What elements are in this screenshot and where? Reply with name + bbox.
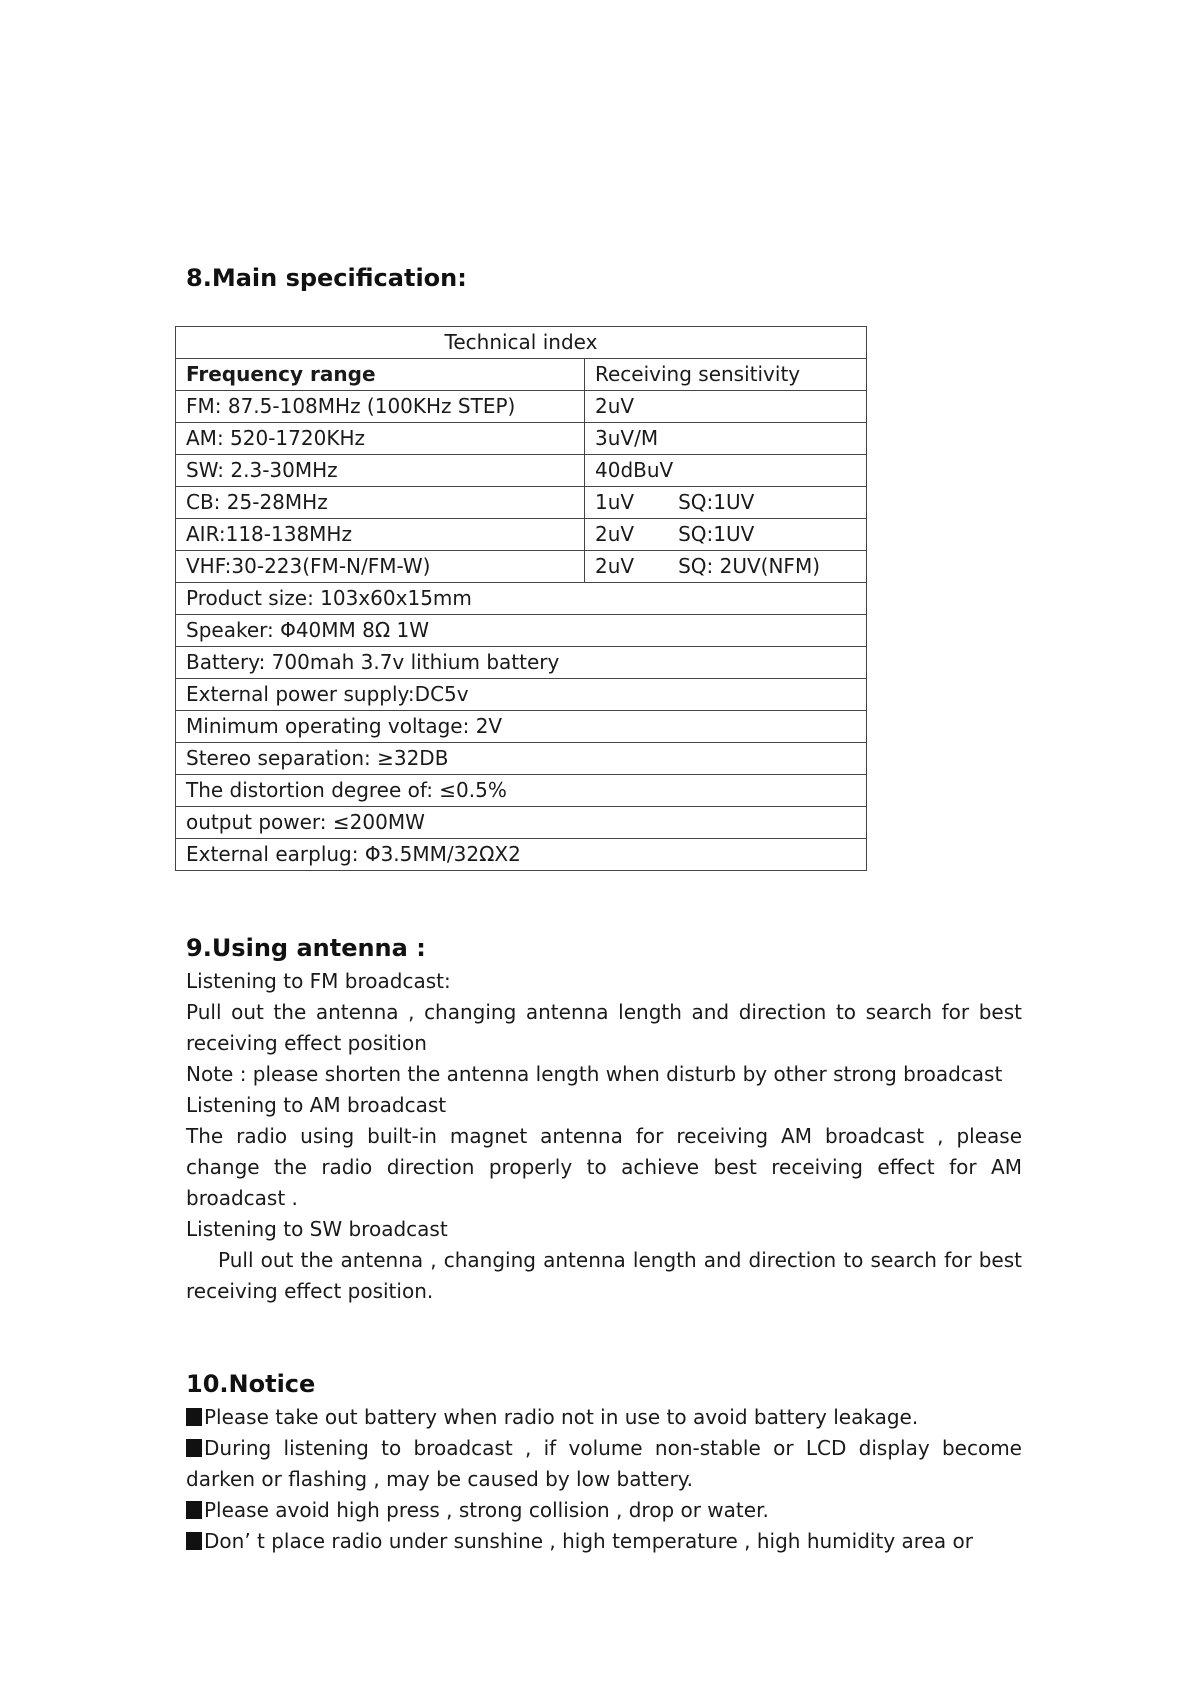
- sensitivity-value: 2uV: [595, 394, 635, 418]
- antenna-body: [186, 966, 1022, 1307]
- table-row: [176, 551, 867, 583]
- paragraph: Note : please shorten the antenna length when disturb by other strong broadcast: [186, 1062, 1003, 1086]
- notice-heading: 10.Notice: [186, 1370, 316, 1398]
- table-row: [176, 455, 867, 487]
- table-row: [176, 679, 867, 711]
- table-row: [176, 615, 867, 647]
- sensitivity-value: 2uV: [595, 554, 635, 578]
- sensitivity-value: 2uV: [595, 522, 635, 546]
- sensitivity-value: 40dBuV: [595, 458, 674, 482]
- table-row: [176, 743, 867, 775]
- spec-external-power: External power supply:DC5v: [176, 679, 867, 711]
- table-row: [176, 807, 867, 839]
- spec-product-size: Product size: 103x60x15mm: [176, 583, 867, 615]
- notice-item: During listening to broadcast , if volume non-stable or LCD display become darken or flashing , may be caused by low battery.: [186, 1433, 1022, 1495]
- table-row: [176, 583, 867, 615]
- spec-distortion: The distortion degree of: ≤0.5%: [176, 775, 867, 807]
- sensitivity-value: 3uV/M: [595, 426, 659, 450]
- table-row: [176, 423, 867, 455]
- spec-speaker: Speaker: Φ40MM 8Ω 1W: [176, 615, 867, 647]
- squelch-value: SQ:1UV: [678, 522, 755, 546]
- spec-earplug: External earplug: Φ3.5MM/32ΩX2: [176, 839, 867, 871]
- sensitivity-cell: [585, 551, 867, 583]
- paragraph: Listening to SW broadcast: [186, 1217, 448, 1241]
- table-row: [176, 711, 867, 743]
- notice-item: Don’ t place radio under sunshine , high temperature , high humidity area or: [186, 1526, 1022, 1557]
- squelch-value: SQ:1UV: [678, 490, 755, 514]
- table-row: [176, 647, 867, 679]
- range-cell: FM: 87.5-108MHz (100KHz STEP): [176, 391, 585, 423]
- sensitivity-cell: [585, 487, 867, 519]
- antenna-heading: 9.Using antenna :: [186, 934, 426, 962]
- table-row: [176, 839, 867, 871]
- table-row: [176, 519, 867, 551]
- notice-item: Please avoid high press , strong collision , drop or water.: [186, 1495, 1022, 1526]
- paragraph: Listening to FM broadcast:: [186, 969, 451, 993]
- spec-min-voltage: Minimum operating voltage: 2V: [176, 711, 867, 743]
- table-row: [176, 487, 867, 519]
- header-frequency-range: Frequency range: [176, 359, 585, 391]
- spec-output-power: output power: ≤200MW: [176, 807, 867, 839]
- spec-stereo-separation: Stereo separation: ≥32DB: [176, 743, 867, 775]
- spec-table: [175, 326, 867, 871]
- spec-battery: Battery: 700mah 3.7v lithium battery: [176, 647, 867, 679]
- paragraph: The radio using built-in magnet antenna for receiving AM broadcast , please change the radio direction properly to achieve best receiving effect for AM broadcast .: [186, 1124, 1022, 1210]
- notice-list: [186, 1402, 1022, 1557]
- notice-item: Please take out battery when radio not in use to avoid battery leakage.: [186, 1402, 1022, 1433]
- sensitivity-cell: [585, 423, 867, 455]
- sensitivity-cell: [585, 519, 867, 551]
- paragraph: Pull out the antenna , changing antenna length and direction to search for best receiving effect position: [186, 1000, 1022, 1055]
- sensitivity-value: 1uV: [595, 490, 635, 514]
- table-row: [176, 775, 867, 807]
- sensitivity-cell: [585, 391, 867, 423]
- range-cell: AM: 520-1720KHz: [176, 423, 585, 455]
- range-cell: SW: 2.3-30MHz: [176, 455, 585, 487]
- spec-heading: 8.Main specification:: [186, 264, 467, 292]
- range-cell: AIR:118-138MHz: [176, 519, 585, 551]
- squelch-value: SQ: 2UV(NFM): [678, 554, 820, 578]
- table-row: [176, 327, 867, 359]
- table-header-row: [176, 359, 867, 391]
- paragraph: Pull out the antenna , changing antenna length and direction to search for best receiving effect position.: [186, 1248, 1022, 1303]
- paragraph: Listening to AM broadcast: [186, 1093, 447, 1117]
- range-cell: VHF:30-223(FM-N/FM-W): [176, 551, 585, 583]
- table-title: Technical index: [176, 327, 867, 359]
- table-row: [176, 391, 867, 423]
- range-cell: CB: 25-28MHz: [176, 487, 585, 519]
- sensitivity-cell: [585, 455, 867, 487]
- header-receiving-sensitivity: Receiving sensitivity: [585, 359, 867, 391]
